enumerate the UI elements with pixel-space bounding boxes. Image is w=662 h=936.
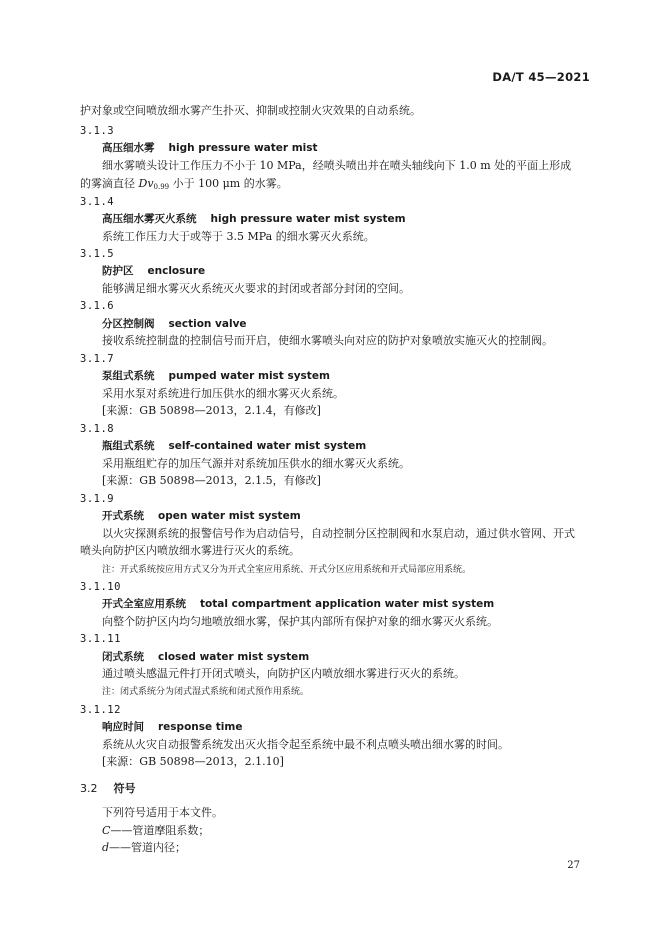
term-heading: 高压细水雾 high pressure water mist	[102, 142, 318, 154]
term-heading: 分区控制阀 section valve	[102, 318, 247, 330]
clause-number: 3.1.3	[80, 125, 115, 137]
source-citation: [来源：GB 50898—2013，2.1.10]	[102, 755, 284, 768]
clause-number: 3.1.10	[80, 581, 121, 593]
term-heading: 开式全室应用系统 total compartment application water mist system	[102, 598, 495, 610]
clause-number: 3.1.4	[80, 196, 115, 208]
term-heading: 防护区 enclosure	[102, 265, 206, 277]
definition-line: 接收系统控制盘的控制信号而开启，使细水雾喷头向对应的防护对象喷放实施灭火的控制阀。	[102, 334, 553, 347]
definition-line: 以火灾探测系统的报警信号作为启动信号，自动控制分区控制阀和水泵启动，通过供水管网、开式	[102, 527, 575, 540]
term-heading: 瓶组式系统 self-contained water mist system	[102, 440, 367, 452]
paragraph-line: 下列符号适用于本文件。	[102, 806, 223, 819]
term-heading: 泵组式系统 pumped water mist system	[102, 370, 330, 382]
definition-line: 细水雾喷头设计工作压力不小于 10 MPa，经喷头喷出并在喷头轴线向下 1.0 m 处的平面上形成	[102, 159, 572, 172]
clause-number: 3.1.11	[80, 633, 121, 645]
definition-line: 通过喷头感温元件打开闭式喷头，向防护区内喷放细水雾进行灭火的系统。	[102, 667, 465, 680]
source-citation: [来源：GB 50898—2013，2.1.5，有修改]	[102, 474, 321, 487]
clause-number: 3.1.9	[80, 493, 115, 505]
clause-number: 3.1.12	[80, 704, 121, 716]
paragraph-line: 护对象或空间喷放细水雾产生扑灭、抑制或控制火灾效果的自动系统。	[80, 104, 421, 117]
clause-number: 3.1.8	[80, 423, 115, 435]
definition-line: 的雾滴直径 $Dv_{0.99}$ 小于 100 μm 的水雾。	[80, 177, 288, 191]
symbol-definition: C——管道摩阻系数；	[102, 824, 210, 837]
definition-line: 系统从火灾自动报警系统发出灭火指令起至系统中最不利点喷头喷出细水雾的时间。	[102, 738, 509, 751]
clause-number: 3.1.7	[80, 353, 115, 365]
definition-line: 采用水泵对系统进行加压供水的细水雾灭火系统。	[102, 387, 344, 400]
definition-line: 系统工作压力大于或等于 3.5 MPa 的细水雾灭火系统。	[102, 230, 375, 243]
page-number: 27	[567, 860, 580, 871]
term-heading: 开式系统 open water mist system	[102, 510, 301, 522]
section-heading: 3.2 符号	[80, 782, 136, 795]
definition-line: 喷头向防护区内喷放细水雾进行灭火的系统。	[80, 544, 300, 557]
term-heading: 高压细水雾灭火系统 high pressure water mist system	[102, 213, 406, 225]
note-text: 注：闭式系统分为闭式湿式系统和闭式预作用系统。	[102, 687, 310, 697]
clause-number: 3.1.6	[80, 300, 115, 312]
symbol-definition: d——管道内径；	[102, 841, 187, 854]
clause-number: 3.1.5	[80, 248, 115, 260]
source-citation: [来源：GB 50898—2013，2.1.4，有修改]	[102, 404, 321, 417]
definition-line: 采用瓶组贮存的加压气源并对系统加压供水的细水雾灭火系统。	[102, 457, 410, 470]
document-code: DA/T 45—2021	[492, 70, 590, 84]
note-text: 注：开式系统按应用方式又分为开式全室应用系统、开式分区应用系统和开式局部应用系统。	[102, 565, 472, 575]
term-heading: 响应时间 response time	[102, 721, 243, 733]
definition-line: 向整个防护区内均匀地喷放细水雾，保护其内部所有保护对象的细水雾灭火系统。	[102, 615, 498, 628]
term-heading: 闭式系统 closed water mist system	[102, 651, 310, 663]
definition-line: 能够满足细水雾灭火系统灭火要求的封闭或者部分封闭的空间。	[102, 282, 410, 295]
